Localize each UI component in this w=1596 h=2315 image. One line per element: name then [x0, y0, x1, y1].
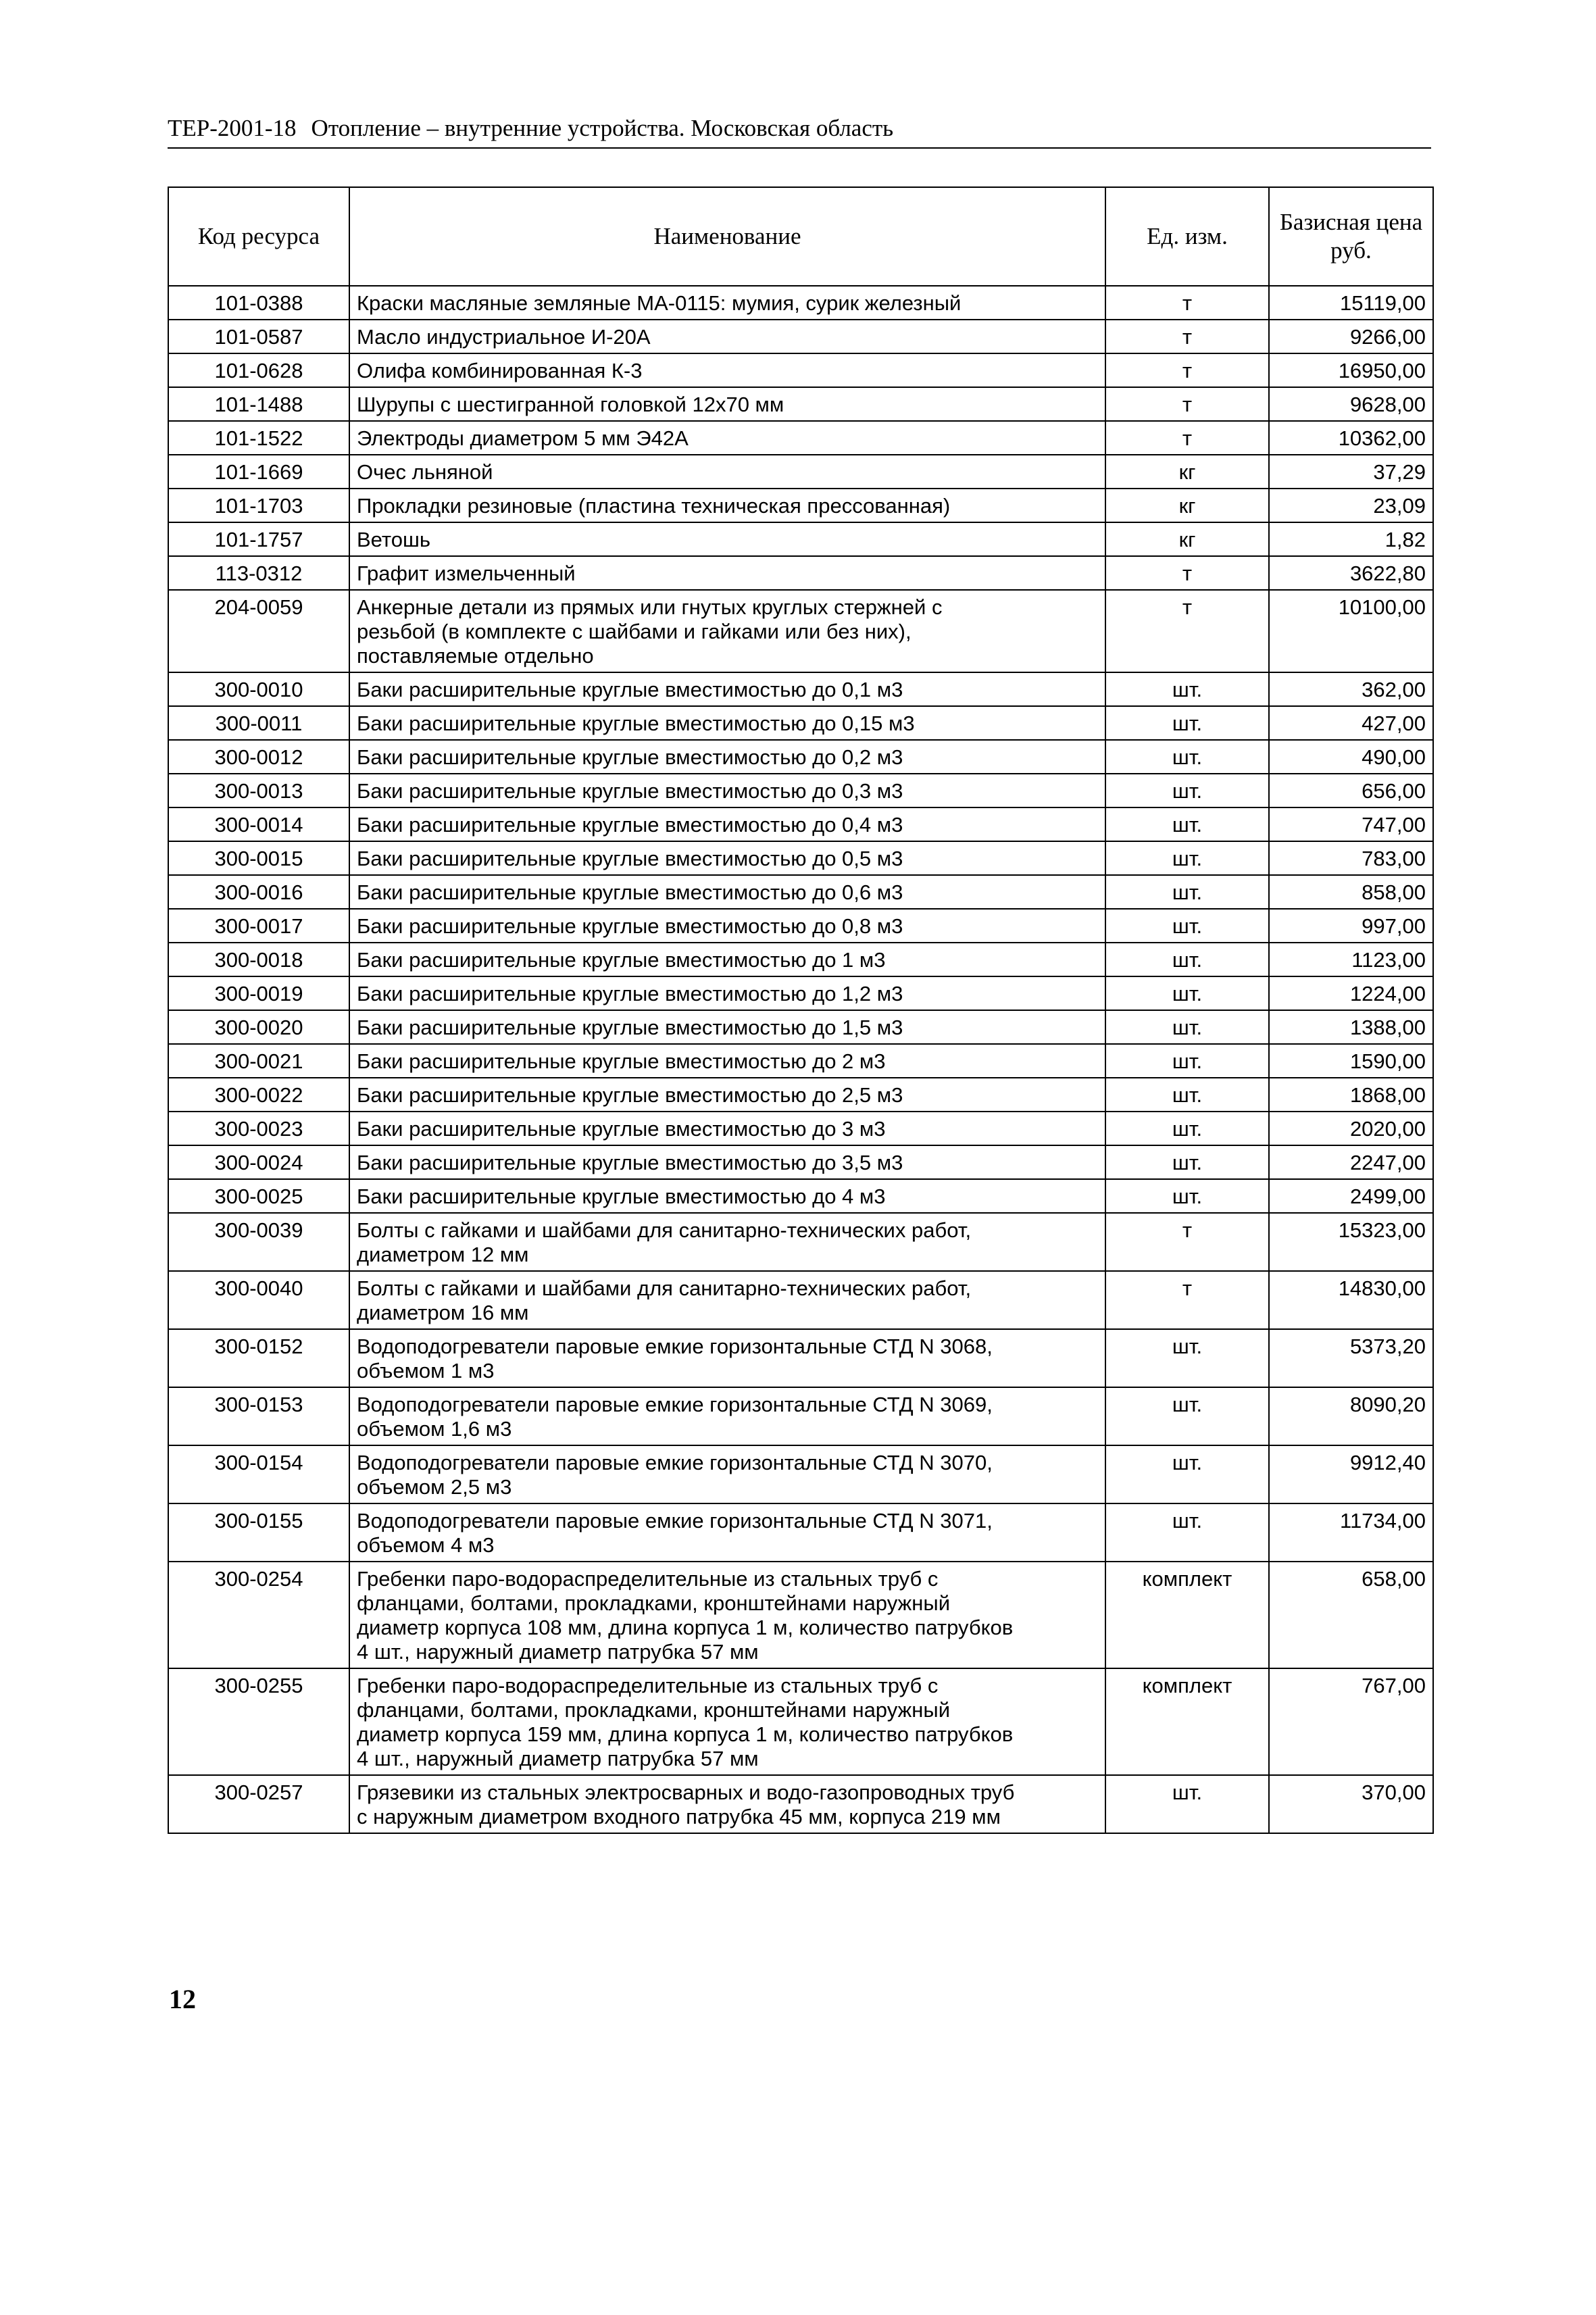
- cell-price: 10100,00: [1269, 590, 1433, 672]
- table-row: [168, 976, 1433, 1010]
- cell-price: 10362,00: [1269, 421, 1433, 455]
- cell-code: 300-0254: [168, 1562, 349, 1668]
- cell-code: 300-0039: [168, 1213, 349, 1271]
- table-row: [168, 774, 1433, 807]
- cell-price: 23,09: [1269, 489, 1433, 522]
- cell-unit: шт.: [1105, 875, 1269, 909]
- cell-code: 300-0040: [168, 1271, 349, 1329]
- cell-code: 300-0023: [168, 1112, 349, 1145]
- cell-code: 300-0018: [168, 943, 349, 976]
- cell-price: 9628,00: [1269, 387, 1433, 421]
- cell-unit: шт.: [1105, 774, 1269, 807]
- cell-price: 2020,00: [1269, 1112, 1433, 1145]
- cell-code: 101-1488: [168, 387, 349, 421]
- cell-code: 300-0019: [168, 976, 349, 1010]
- cell-name: Баки расширительные круглые вместимостью до 0,15 м3: [349, 706, 1105, 740]
- table-row: [168, 807, 1433, 841]
- cell-price: 37,29: [1269, 455, 1433, 489]
- cell-code: 300-0154: [168, 1445, 349, 1503]
- cell-name: Шурупы с шестигранной головкой 12х70 мм: [349, 387, 1105, 421]
- cell-name: Очес льняной: [349, 455, 1105, 489]
- page-header: [168, 115, 1431, 149]
- cell-name: Гребенки паро-водораспределительные из стальных труб с фланцами, болтами, прокладками, кронштейнами наружный диаметр корпуса 159 мм, длина корпуса 1 м, количество патрубков 4 шт., наружный диаметр патрубка 57 мм: [349, 1668, 1105, 1775]
- cell-code: 101-0587: [168, 320, 349, 353]
- cell-name: Баки расширительные круглые вместимостью до 0,3 м3: [349, 774, 1105, 807]
- cell-name: Баки расширительные круглые вместимостью до 0,1 м3: [349, 672, 1105, 706]
- cell-name: Баки расширительные круглые вместимостью до 4 м3: [349, 1179, 1105, 1213]
- cell-code: 300-0022: [168, 1078, 349, 1112]
- table-row: [168, 740, 1433, 774]
- cell-unit: т: [1105, 320, 1269, 353]
- table-header-row: [168, 187, 1433, 286]
- table-row: [168, 909, 1433, 943]
- cell-price: 1590,00: [1269, 1044, 1433, 1078]
- cell-name: Краски масляные земляные МА-0115: мумия, сурик железный: [349, 286, 1105, 320]
- table-row: [168, 1668, 1433, 1775]
- cell-name: Болты с гайками и шайбами для санитарно-технических работ, диаметром 16 мм: [349, 1271, 1105, 1329]
- cell-price: 783,00: [1269, 841, 1433, 875]
- column-header-unit: Ед. изм.: [1105, 187, 1269, 286]
- cell-price: 8090,20: [1269, 1387, 1433, 1445]
- table-row: [168, 1775, 1433, 1833]
- cell-unit: шт.: [1105, 1387, 1269, 1445]
- cell-code: 300-0014: [168, 807, 349, 841]
- cell-name: Баки расширительные круглые вместимостью до 0,6 м3: [349, 875, 1105, 909]
- document-title: Отопление – внутренние устройства. Московская область: [311, 115, 894, 141]
- cell-name: Электроды диаметром 5 мм Э42А: [349, 421, 1105, 455]
- cell-price: 9266,00: [1269, 320, 1433, 353]
- cell-price: 5373,20: [1269, 1329, 1433, 1387]
- table-row: [168, 320, 1433, 353]
- table-row: [168, 672, 1433, 706]
- cell-code: 101-0388: [168, 286, 349, 320]
- cell-price: 427,00: [1269, 706, 1433, 740]
- table-row: [168, 1445, 1433, 1503]
- cell-name: Баки расширительные круглые вместимостью до 0,5 м3: [349, 841, 1105, 875]
- table-row: [168, 1562, 1433, 1668]
- cell-name: Гребенки паро-водораспределительные из стальных труб с фланцами, болтами, прокладками, кронштейнами наружный диаметр корпуса 108 мм, длина корпуса 1 м, количество патрубков 4 шт., наружный диаметр патрубка 57 мм: [349, 1562, 1105, 1668]
- cell-unit: комплект: [1105, 1562, 1269, 1668]
- table-row: [168, 455, 1433, 489]
- table-row: [168, 1387, 1433, 1445]
- table-row: [168, 1112, 1433, 1145]
- cell-price: 14830,00: [1269, 1271, 1433, 1329]
- cell-name: Болты с гайками и шайбами для санитарно-технических работ, диаметром 12 мм: [349, 1213, 1105, 1271]
- column-header-price: Базисная цена руб.: [1269, 187, 1433, 286]
- cell-name: Масло индустриальное И-20А: [349, 320, 1105, 353]
- cell-unit: т: [1105, 556, 1269, 590]
- cell-code: 300-0153: [168, 1387, 349, 1445]
- cell-unit: шт.: [1105, 672, 1269, 706]
- cell-code: 101-1757: [168, 522, 349, 556]
- cell-price: 9912,40: [1269, 1445, 1433, 1503]
- cell-unit: шт.: [1105, 976, 1269, 1010]
- cell-name: Ветошь: [349, 522, 1105, 556]
- table-row: [168, 875, 1433, 909]
- table-row: [168, 353, 1433, 387]
- table-body: [168, 286, 1433, 1833]
- cell-name: Баки расширительные круглые вместимостью до 0,2 м3: [349, 740, 1105, 774]
- table-row: [168, 1503, 1433, 1562]
- cell-price: 11734,00: [1269, 1503, 1433, 1562]
- table-row: [168, 1271, 1433, 1329]
- cell-code: 300-0021: [168, 1044, 349, 1078]
- cell-name: Баки расширительные круглые вместимостью до 0,4 м3: [349, 807, 1105, 841]
- cell-price: 767,00: [1269, 1668, 1433, 1775]
- cell-unit: т: [1105, 387, 1269, 421]
- cell-unit: кг: [1105, 522, 1269, 556]
- cell-name: Грязевики из стальных электросварных и водо-газопроводных труб с наружным диаметром входного патрубка 45 мм, корпуса 219 мм: [349, 1775, 1105, 1833]
- cell-code: 300-0155: [168, 1503, 349, 1562]
- cell-name: Олифа комбинированная К-3: [349, 353, 1105, 387]
- cell-unit: шт.: [1105, 1329, 1269, 1387]
- table-row: [168, 1044, 1433, 1078]
- table-row: [168, 522, 1433, 556]
- cell-unit: шт.: [1105, 1010, 1269, 1044]
- cell-price: 747,00: [1269, 807, 1433, 841]
- cell-code: 113-0312: [168, 556, 349, 590]
- cell-code: 300-0015: [168, 841, 349, 875]
- table-row: [168, 1078, 1433, 1112]
- resource-price-table: [168, 186, 1434, 1834]
- cell-unit: комплект: [1105, 1668, 1269, 1775]
- table-row: [168, 1010, 1433, 1044]
- cell-unit: шт.: [1105, 1145, 1269, 1179]
- cell-price: 2247,00: [1269, 1145, 1433, 1179]
- cell-unit: т: [1105, 1271, 1269, 1329]
- cell-unit: шт.: [1105, 1445, 1269, 1503]
- cell-name: Водоподогреватели паровые емкие горизонтальные СТД N 3069, объемом 1,6 м3: [349, 1387, 1105, 1445]
- table-row: [168, 1145, 1433, 1179]
- table-row: [168, 1329, 1433, 1387]
- cell-name: Водоподогреватели паровые емкие горизонтальные СТД N 3068, объемом 1 м3: [349, 1329, 1105, 1387]
- cell-name: Баки расширительные круглые вместимостью до 1,2 м3: [349, 976, 1105, 1010]
- cell-unit: шт.: [1105, 1775, 1269, 1833]
- cell-price: 1388,00: [1269, 1010, 1433, 1044]
- cell-code: 300-0024: [168, 1145, 349, 1179]
- cell-name: Анкерные детали из прямых или гнутых круглых стержней с резьбой (в комплекте с шайбами и гайками или без них), поставляемые отдельно: [349, 590, 1105, 672]
- cell-code: 300-0257: [168, 1775, 349, 1833]
- cell-unit: кг: [1105, 455, 1269, 489]
- cell-price: 490,00: [1269, 740, 1433, 774]
- cell-price: 2499,00: [1269, 1179, 1433, 1213]
- cell-price: 1868,00: [1269, 1078, 1433, 1112]
- table-row: [168, 943, 1433, 976]
- cell-name: Водоподогреватели паровые емкие горизонтальные СТД N 3070, объемом 2,5 м3: [349, 1445, 1105, 1503]
- cell-code: 300-0010: [168, 672, 349, 706]
- cell-unit: шт.: [1105, 706, 1269, 740]
- cell-price: 370,00: [1269, 1775, 1433, 1833]
- cell-price: 656,00: [1269, 774, 1433, 807]
- table-row: [168, 1179, 1433, 1213]
- cell-price: 658,00: [1269, 1562, 1433, 1668]
- cell-unit: шт.: [1105, 1503, 1269, 1562]
- cell-name: Баки расширительные круглые вместимостью до 3 м3: [349, 1112, 1105, 1145]
- table-row: [168, 556, 1433, 590]
- cell-code: 300-0017: [168, 909, 349, 943]
- cell-unit: шт.: [1105, 807, 1269, 841]
- cell-code: 300-0255: [168, 1668, 349, 1775]
- table-row: [168, 489, 1433, 522]
- table-row: [168, 421, 1433, 455]
- table-row: [168, 590, 1433, 672]
- cell-unit: шт.: [1105, 909, 1269, 943]
- table-row: [168, 706, 1433, 740]
- document-code: ТЕР-2001-18: [168, 115, 297, 141]
- cell-code: 101-1522: [168, 421, 349, 455]
- table-row: [168, 841, 1433, 875]
- cell-code: 300-0016: [168, 875, 349, 909]
- cell-code: 101-0628: [168, 353, 349, 387]
- table-row: [168, 1213, 1433, 1271]
- cell-code: 300-0013: [168, 774, 349, 807]
- cell-price: 1224,00: [1269, 976, 1433, 1010]
- cell-name: Баки расширительные круглые вместимостью до 2 м3: [349, 1044, 1105, 1078]
- cell-code: 101-1703: [168, 489, 349, 522]
- cell-unit: шт.: [1105, 1179, 1269, 1213]
- cell-price: 15119,00: [1269, 286, 1433, 320]
- cell-unit: шт.: [1105, 841, 1269, 875]
- cell-unit: шт.: [1105, 740, 1269, 774]
- cell-name: Баки расширительные круглые вместимостью до 3,5 м3: [349, 1145, 1105, 1179]
- cell-unit: т: [1105, 1213, 1269, 1271]
- page-number: 12: [169, 1984, 196, 2014]
- cell-name: Баки расширительные круглые вместимостью до 1 м3: [349, 943, 1105, 976]
- cell-code: 204-0059: [168, 590, 349, 672]
- cell-name: Водоподогреватели паровые емкие горизонтальные СТД N 3071, объемом 4 м3: [349, 1503, 1105, 1562]
- cell-name: Баки расширительные круглые вместимостью до 0,8 м3: [349, 909, 1105, 943]
- table-row: [168, 387, 1433, 421]
- cell-unit: т: [1105, 353, 1269, 387]
- column-header-name: Наименование: [349, 187, 1105, 286]
- cell-code: 300-0012: [168, 740, 349, 774]
- cell-unit: т: [1105, 286, 1269, 320]
- cell-unit: шт.: [1105, 1078, 1269, 1112]
- cell-name: Баки расширительные круглые вместимостью до 2,5 м3: [349, 1078, 1105, 1112]
- cell-price: 1123,00: [1269, 943, 1433, 976]
- table-row: [168, 286, 1433, 320]
- cell-price: 1,82: [1269, 522, 1433, 556]
- cell-price: 15323,00: [1269, 1213, 1433, 1271]
- cell-code: 300-0025: [168, 1179, 349, 1213]
- cell-unit: шт.: [1105, 1112, 1269, 1145]
- cell-code: 300-0020: [168, 1010, 349, 1044]
- cell-code: 300-0011: [168, 706, 349, 740]
- cell-price: 362,00: [1269, 672, 1433, 706]
- cell-name: Графит измельченный: [349, 556, 1105, 590]
- cell-code: 300-0152: [168, 1329, 349, 1387]
- cell-unit: т: [1105, 421, 1269, 455]
- cell-price: 858,00: [1269, 875, 1433, 909]
- column-header-code: Код ресурса: [168, 187, 349, 286]
- cell-unit: т: [1105, 590, 1269, 672]
- cell-code: 101-1669: [168, 455, 349, 489]
- cell-price: 997,00: [1269, 909, 1433, 943]
- cell-unit: шт.: [1105, 1044, 1269, 1078]
- cell-price: 16950,00: [1269, 353, 1433, 387]
- cell-unit: кг: [1105, 489, 1269, 522]
- cell-unit: шт.: [1105, 943, 1269, 976]
- cell-name: Баки расширительные круглые вместимостью до 1,5 м3: [349, 1010, 1105, 1044]
- cell-name: Прокладки резиновые (пластина техническая прессованная): [349, 489, 1105, 522]
- cell-price: 3622,80: [1269, 556, 1433, 590]
